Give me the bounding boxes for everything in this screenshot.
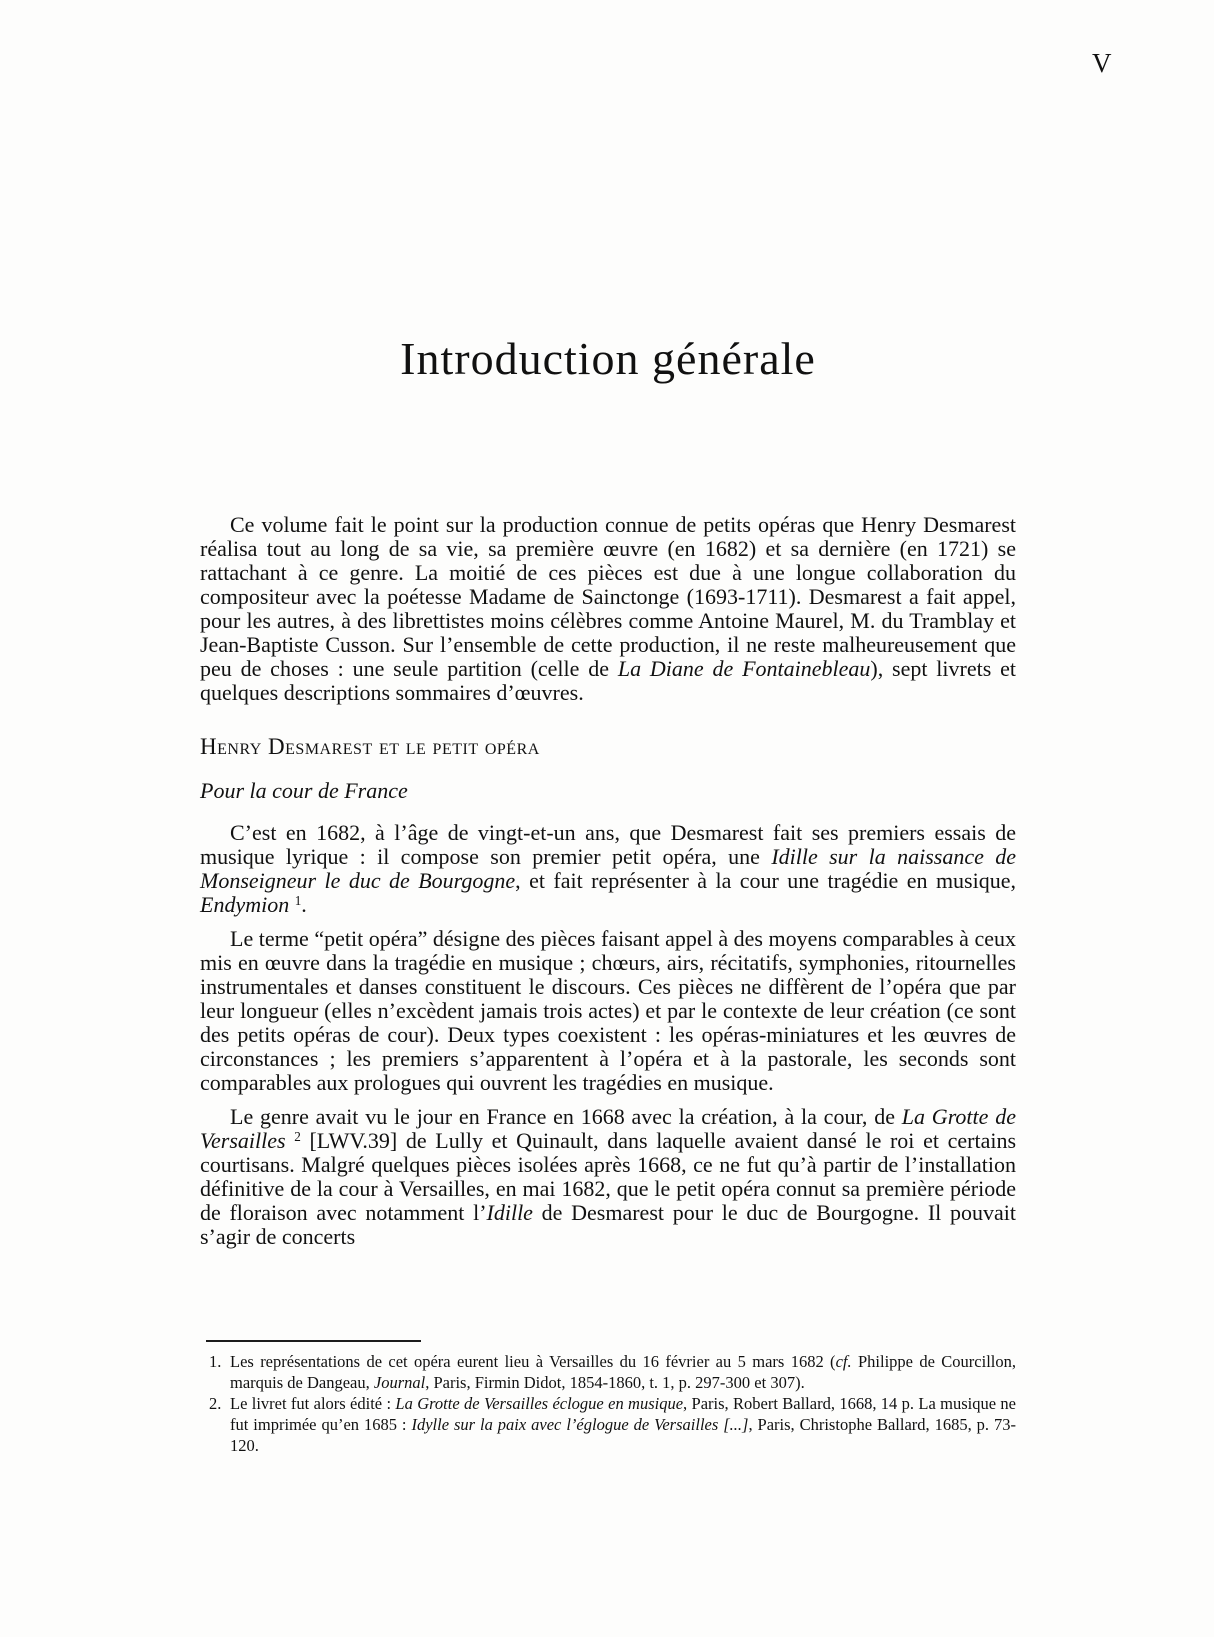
paragraph: Ce volume fait le point sur la production connue de petits opéras que Henry Desmarest réalisa tout au long de sa vie, sa première œuvre (en 1682) et sa dernière (en 1721) se rattachant à ce genre. La moitié de ces pièces est due à une longue collaboration du compositeur avec la poétesse Madame de Sainctonge (1693-1711). Desmarest a fait appel, pour les autres, à des librettistes moins célèbres comme Antoine Maurel, M. du Tramblay et Jean-Baptiste Cusson. Sur l’ensemble de cette production, il ne reste malheureusement que peu de choses : une seule partition (celle de La Diane de Fontainebleau), sept livrets et quelques descriptions sommaires d’œuvres. bbox=[200, 512, 1016, 705]
section-heading: Henry Desmarest et le petit opéra bbox=[200, 734, 540, 759]
paragraph: Le genre avait vu le jour en France en 1668 avec la création, à la cour, de La Grotte de Versailles $^2$ [LWV.39] de Lully et Quinault, dans laquelle avaient dansé le roi et certains courtisans. Malgré quelques pièces isolées après 1668, ce ne fut qu’à partir de l’installation définitive de la cour à Versailles, en mai 1682, que le petit opéra connut sa première période de floraison avec notamment l’Idille de Desmarest pour le duc de Bourgogne. Il pouvait s’agir de concerts bbox=[200, 1104, 1017, 1249]
footnote-number: 1. bbox=[209, 1352, 222, 1371]
paragraph: Le terme “petit opéra” désigne des pièces faisant appel à des moyens comparables à ceux mis en œuvre dans la tragédie en musique ; chœurs, airs, récitatifs, symphonies, ritournelles instrumentales et danses constituent le discours. Ces pièces ne diffèrent de l’opéra que par leur longueur (elles n’excèdent jamais trois actes) et par le contexte de leur création (ce sont des petits opéras de cour). Deux types coexistent : les opéras-miniatures et les œuvres de circonstances ; les premiers s’apparentent à l’opéra et à la pastorale, les seconds sont comparables aux prologues qui ouvrent les tragédies en musique. bbox=[200, 926, 1016, 1095]
footnotes-block bbox=[200, 1340, 1016, 1456]
paragraph: C’est en 1682, à l’âge de vingt-et-un ans, que Desmarest fait ses premiers essais de musique lyrique : il compose son premier petit opéra, une Idille sur la naissance de Monseigneur le duc de Bourgogne, et fait représenter à la cour une tragédie en musique, Endymion $^1$. bbox=[200, 820, 1016, 917]
subsection-heading: Pour la cour de France bbox=[200, 778, 408, 803]
page-number: V bbox=[1092, 48, 1113, 78]
page-title: Introduction générale bbox=[400, 333, 816, 384]
main-text-block bbox=[200, 513, 1016, 1249]
footnote bbox=[200, 1393, 1016, 1456]
footnote-text: Les représentations de cet opéra eurent lieu à Versailles du 16 février au 5 mars 1682 (cf. Philippe de Courcillon, marquis de Dangeau, Journal, Paris, Firmin Didot, 1854-1860, t. 1, p. 297-300 et 307). bbox=[230, 1352, 1016, 1392]
footnote-number: 2. bbox=[209, 1394, 222, 1413]
footnote-text: Le livret fut alors édité : La Grotte de Versailles éclogue en musique, Paris, Robert Ballard, 1668, 14 p. La musique ne fut imprimée qu’en 1685 : Idylle sur la paix avec l’églogue de Versailles [...], Paris, Christophe Ballard, 1685, p. 73-120. bbox=[230, 1394, 1016, 1455]
footnote-separator bbox=[206, 1340, 421, 1342]
footnote bbox=[200, 1351, 1016, 1393]
